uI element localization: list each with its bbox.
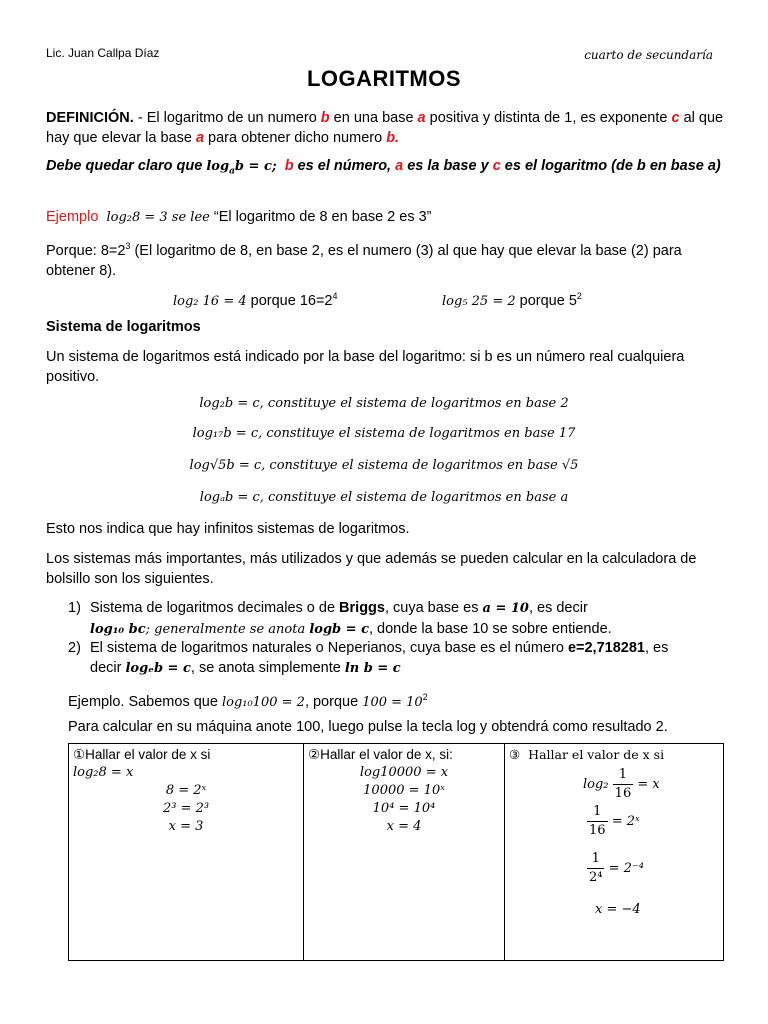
system-line-4: logₐb = c, constituye el sistema de logaritmos en base a xyxy=(199,490,569,505)
definition-text-2: en una base xyxy=(329,110,418,126)
exercise-3-line-2: $\frac{1}{16}$ = 2ˣ xyxy=(589,804,640,838)
list-item2-e: e=2,718281 xyxy=(567,640,645,656)
example-left-text: porque 16=2 xyxy=(246,292,333,309)
example1-label: Ejemplo xyxy=(46,209,99,225)
exercise-1-line-1: log₂8 = x xyxy=(73,765,134,780)
definition-c: c xyxy=(671,110,680,126)
example-left-expr: log₂ 16 = 4 xyxy=(173,293,247,309)
exercise-2-title: ②Hallar el valor de x, si: xyxy=(308,747,453,762)
example-right xyxy=(442,286,642,312)
example2-text-1: Ejemplo. Sabemos que xyxy=(68,693,222,710)
example-right-expr: log₅ 25 = 2 xyxy=(442,293,516,309)
definition-a: a xyxy=(417,110,426,126)
list-item1-line2 xyxy=(68,619,728,640)
definition-text-4: al que hay que elevar la base xyxy=(46,110,724,146)
page-title: LOGARITMOS xyxy=(306,66,462,91)
exercise-2-line-1: log10000 = x xyxy=(359,765,449,780)
exercise-3-line-1: log₂ $\frac{1}{16}$ = x xyxy=(583,767,660,801)
clarify-text-2: es el número, xyxy=(293,158,396,174)
because-sup: 3 xyxy=(125,241,131,251)
list-item1-formula: log₁₀ bc xyxy=(90,622,146,637)
example-right-sup: 2 xyxy=(576,291,582,301)
example-left xyxy=(173,286,413,312)
definition-b: b xyxy=(320,110,330,126)
list-item2-decir: decir xyxy=(90,660,126,676)
example2-text-2: , porque xyxy=(304,693,363,710)
clarify-paragraph xyxy=(46,156,726,182)
list-item2-text-c: , se anota simplemente xyxy=(190,660,345,676)
systems-intro: Un sistema de logaritmos está indicado por la base del logaritmo: si b es un número real cualquiera positivo. xyxy=(46,349,685,385)
example2-sup: 2 xyxy=(422,692,428,702)
list-item2-text-b: , es xyxy=(644,640,669,656)
list-item1-text-b: , cuya base es xyxy=(384,600,483,616)
list-item-1 xyxy=(68,598,728,640)
list-item1-base: a = 10 xyxy=(482,601,529,616)
clarify-formula: $\log_ab = c$; xyxy=(206,159,277,177)
exercise-2-line-4: x = 4 xyxy=(386,819,422,834)
example1-expr: log₂8 = 3 se lee xyxy=(106,210,210,225)
list-item1-end: , donde la base 10 se sobre entiende. xyxy=(369,621,612,637)
example-right-text: porque 5 xyxy=(515,292,577,309)
clarify-text-3: es la base y xyxy=(403,158,493,174)
list-item1-text-a: Sistema de logaritmos decimales o de xyxy=(90,600,340,616)
definition-b-end: b. xyxy=(386,130,400,146)
list-item1-briggs: Briggs xyxy=(339,600,385,616)
exercise-1-title: ①Hallar el valor de x si xyxy=(73,747,211,762)
systems-infinite: Esto nos indica que hay infinitos sistemas de logaritmos. xyxy=(46,521,410,537)
example2-line xyxy=(68,687,728,713)
definition-text-3: positiva y distinta de 1, es exponente xyxy=(425,110,672,126)
list-num-1: 1) xyxy=(68,600,81,616)
exercise-2-line-2: 10000 = 10ˣ xyxy=(363,783,445,798)
list-item2-formula: logₑb = c xyxy=(125,661,191,676)
systems-important: Los sistemas más importantes, más utilizados y que además se pueden calcular en la calculadora de bolsillo son los siguientes. xyxy=(46,551,697,587)
clarify-text-4: es el logaritmo (de b en base a) xyxy=(500,158,721,174)
example1-text: “El logaritmo de 8 en base 2 es 3” xyxy=(213,209,432,225)
exercise-cell-3 xyxy=(505,744,724,961)
system-line-1: log₂b = c, constituye el sistema de logaritmos en base 2 xyxy=(199,396,569,411)
exercise-3-final: x = −4 xyxy=(595,902,641,917)
exercise-1-line-3: 2³ = 2³ xyxy=(162,801,210,816)
exercise-1-line-2: 8 = 2ˣ xyxy=(165,783,207,798)
example2-expr-1: log₁₀100 = 2 xyxy=(221,694,305,710)
exercise-2-line-3: 10⁴ = 10⁴ xyxy=(372,801,436,816)
definition-text-5: para obtener dicho numero xyxy=(204,130,387,146)
clarify-text-1: Debe quedar claro que xyxy=(46,158,207,174)
calculator-note: Para calcular en su máquina anote 100, luego pulse la tecla log y obtendrá como resultado 2. xyxy=(68,719,668,735)
because-paragraph xyxy=(46,236,726,281)
clarify-a: a xyxy=(395,158,404,174)
because-text-2: (El logaritmo de 8, en base 2, es el numero (3) al que hay que elevar la base (2) para obtener 8). xyxy=(46,242,682,279)
systems-heading: Sistema de logaritmos xyxy=(46,319,201,335)
because-text-1: Porque: 8=2 xyxy=(46,242,126,259)
example2-expr-2: 100 = 10 xyxy=(362,694,423,710)
list-item2-text-a: El sistema de logaritmos naturales o Neperianos, cuya base es el número xyxy=(90,640,568,656)
exercises-table xyxy=(68,743,724,961)
example1-line xyxy=(46,207,726,228)
system-line-2: log₁₇b = c, constituye el sistema de logaritmos en base 17 xyxy=(192,426,576,441)
list-item2-formula-2: ln b = c xyxy=(344,661,401,676)
exercise-cell-1 xyxy=(69,744,304,961)
exercise-3-line-3: $\frac{1}{\text{2⁴}}$ = 2⁻⁴ xyxy=(589,851,644,885)
definition-text-1: - El logaritmo de un numero xyxy=(133,110,321,126)
grade-label: cuarto de secundaría xyxy=(584,48,713,62)
list-item1-formula-2: logb = c xyxy=(309,622,369,637)
example-left-sup: 4 xyxy=(332,291,338,301)
exercise-cell-2 xyxy=(304,744,505,961)
exercise-1-line-4: x = 3 xyxy=(168,819,204,834)
list-item-2 xyxy=(68,638,728,679)
system-line-3: log√5b = c, constituye el sistema de logaritmos en base √5 xyxy=(189,458,579,473)
list-item1-italic: ; generalmente se anota xyxy=(145,622,310,637)
definition-label: DEFINICIÓN. xyxy=(46,110,134,126)
list-num-2: 2) xyxy=(68,640,81,656)
list-item2-line2 xyxy=(68,658,728,679)
definition-a-2: a xyxy=(195,130,205,146)
clarify-c: c xyxy=(492,158,501,174)
list-item1-text-c: , es decir xyxy=(528,600,588,616)
definition-paragraph xyxy=(46,108,726,148)
exercise-3-title: ③ Hallar el valor de x si xyxy=(509,747,665,762)
clarify-b: b xyxy=(284,158,294,174)
author-name: Lic. Juan Callpa Díaz xyxy=(46,46,160,60)
